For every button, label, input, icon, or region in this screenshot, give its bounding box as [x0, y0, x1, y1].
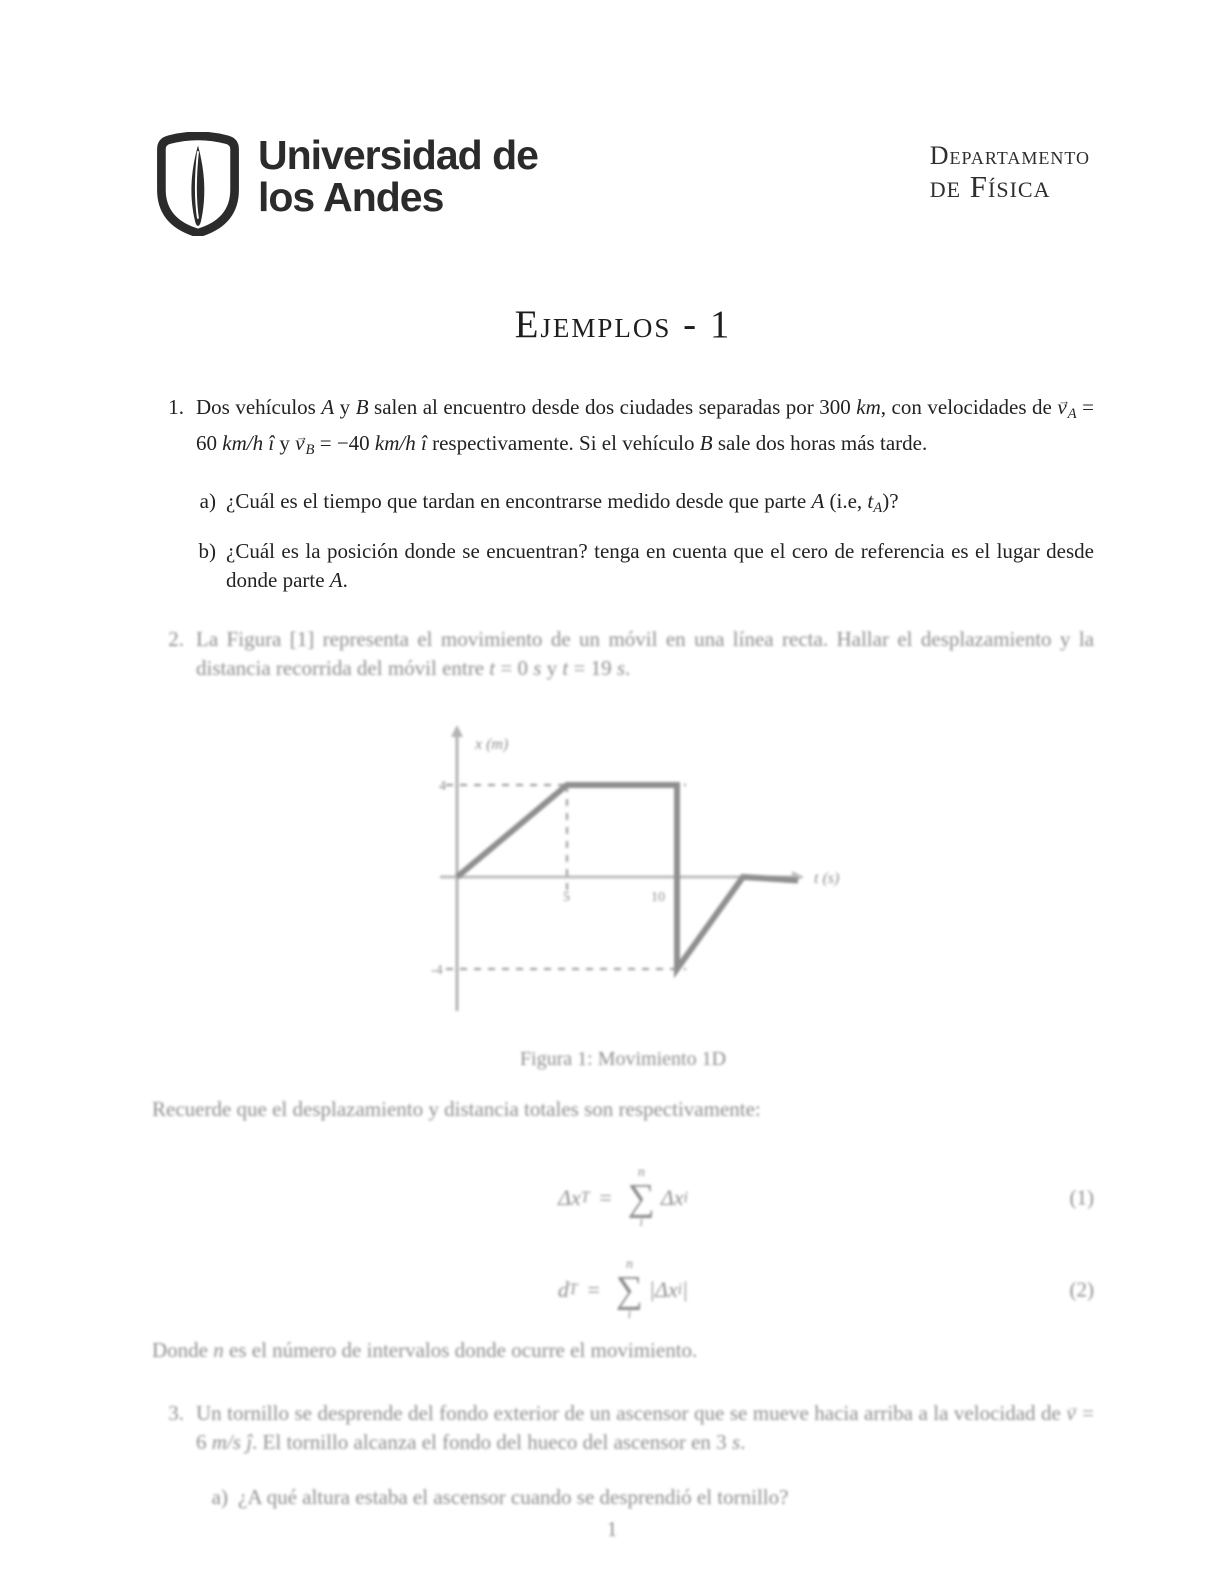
page-title: Ejemplos - 1	[514, 303, 732, 346]
problem-2-number: 2.	[168, 627, 184, 652]
y-axis-arrow-icon	[451, 725, 463, 737]
equation-distance	[152, 1244, 1094, 1336]
problem-1	[152, 393, 1094, 465]
equation-2-number: (2)	[1069, 1277, 1094, 1302]
problem-1-item-b-label: b)	[198, 539, 216, 564]
problem-3-item-a-label: a)	[211, 1485, 228, 1510]
eq2-sum-lower: i	[627, 1307, 632, 1323]
recall-paragraph: Recuerde que el desplazamiento y distancia totales son respectivamente:	[152, 1097, 761, 1122]
problem-1-subitems	[188, 487, 1094, 595]
x-axis-label: t (s)	[814, 870, 840, 888]
y-tick-minus4: -4	[431, 963, 443, 979]
problem-2-text: La Figura [1] representa el movimiento de un móvil en una línea recta. Hallar el desplazamiento y la distancia recorrida del móvil entre t = 0 s y t = 19 s.	[196, 627, 1094, 681]
eq2-lhs-sub: T	[568, 1281, 578, 1299]
x-tick-5: 5	[563, 890, 570, 906]
problem-3-text: Un tornillo se desprende del fondo exterior de un ascensor que se mueve hacia arriba a la velocidad de → v = 6 m/s ĵ. El tornillo alcanza el fondo del hueco del ascensor en 3 s.	[196, 1399, 1094, 1457]
eq1-lhs: Δx	[558, 1185, 581, 1211]
x-tick-10: 10	[651, 890, 665, 906]
problem-1-item-a-label: a)	[199, 489, 216, 514]
problem-1-item-b	[188, 537, 1094, 595]
problem-2	[152, 625, 1094, 683]
problem-1-item-b-text: ¿Cuál es la posición donde se encuentran? tenga en cuenta que el cero de referencia es el lugar desde donde parte A.	[226, 539, 1094, 593]
eq2-rhs-close: |	[682, 1277, 689, 1303]
problem-3-subitems	[200, 1483, 1094, 1512]
problem-3	[152, 1399, 1094, 1457]
figure-1-caption: Figura 1: Movimiento 1D	[519, 1048, 727, 1071]
university-logo	[152, 132, 538, 236]
eq2-sum-upper: n	[625, 1257, 633, 1273]
sigma-icon: ∑	[615, 1269, 643, 1312]
problem-3-number: 3.	[168, 1401, 184, 1426]
y-axis-label: x (m)	[475, 736, 509, 754]
eq1-equals: =	[599, 1185, 612, 1211]
problem-1-item-a-text: ¿Cuál es el tiempo que tardan en encontrarse medido desde que parte A (i.e, tA)?	[226, 489, 899, 517]
department-line2: de Física	[929, 169, 1051, 204]
problem-1-number: 1.	[168, 395, 184, 419]
problem-1-item-a	[188, 487, 1094, 523]
eq2-equals: =	[587, 1277, 600, 1303]
equation-displacement	[152, 1152, 1094, 1244]
eq2-rhs-sub: i	[677, 1281, 683, 1299]
eq1-summation	[628, 1166, 655, 1230]
sigma-icon: ∑	[627, 1177, 655, 1220]
where-paragraph: Donde n es el número de intervalos donde ocurre el movimiento.	[152, 1338, 698, 1363]
eq1-sum-upper: n	[637, 1165, 645, 1181]
eq1-rhs: Δx	[660, 1185, 684, 1211]
position-time-graph	[400, 717, 846, 1017]
eq1-lhs-sub: T	[580, 1189, 590, 1207]
equation-1-body	[558, 1166, 688, 1230]
department-line1: Departamento	[929, 141, 1090, 170]
university-name	[258, 134, 538, 218]
university-shield-icon	[152, 132, 244, 236]
eq2-lhs: d	[557, 1277, 569, 1303]
eq1-sum-lower: i	[639, 1215, 644, 1231]
y-tick-4: 4	[439, 779, 446, 795]
eq1-rhs-sub: i	[683, 1189, 688, 1207]
problem-1-text: Dos vehículos A y B salen al encuentro desde dos ciudades separadas por 300 km, con velocidades de → vA = 60 km/h î y → vB = −40 km/h î respectivamente. Si el vehículo B sale dos horas más tarde.	[196, 393, 1094, 465]
problem-3-item-a-text: ¿A qué altura estaba el ascensor cuando se desprendió el tornillo?	[238, 1485, 789, 1510]
equation-1-number: (1)	[1069, 1185, 1094, 1210]
university-name-line1: Universidad de	[258, 132, 538, 178]
department-name	[930, 142, 1090, 204]
eq2-rhs: |Δx	[649, 1277, 678, 1303]
problem-3-item-a	[200, 1483, 1094, 1512]
page-number: 1	[606, 1517, 618, 1541]
university-name-line2: los Andes	[258, 174, 444, 220]
document-header	[152, 132, 1094, 236]
figure-1	[152, 717, 1094, 1071]
eq2-summation	[616, 1258, 643, 1322]
equations-block	[152, 1152, 1094, 1336]
equation-2-body	[558, 1258, 688, 1322]
